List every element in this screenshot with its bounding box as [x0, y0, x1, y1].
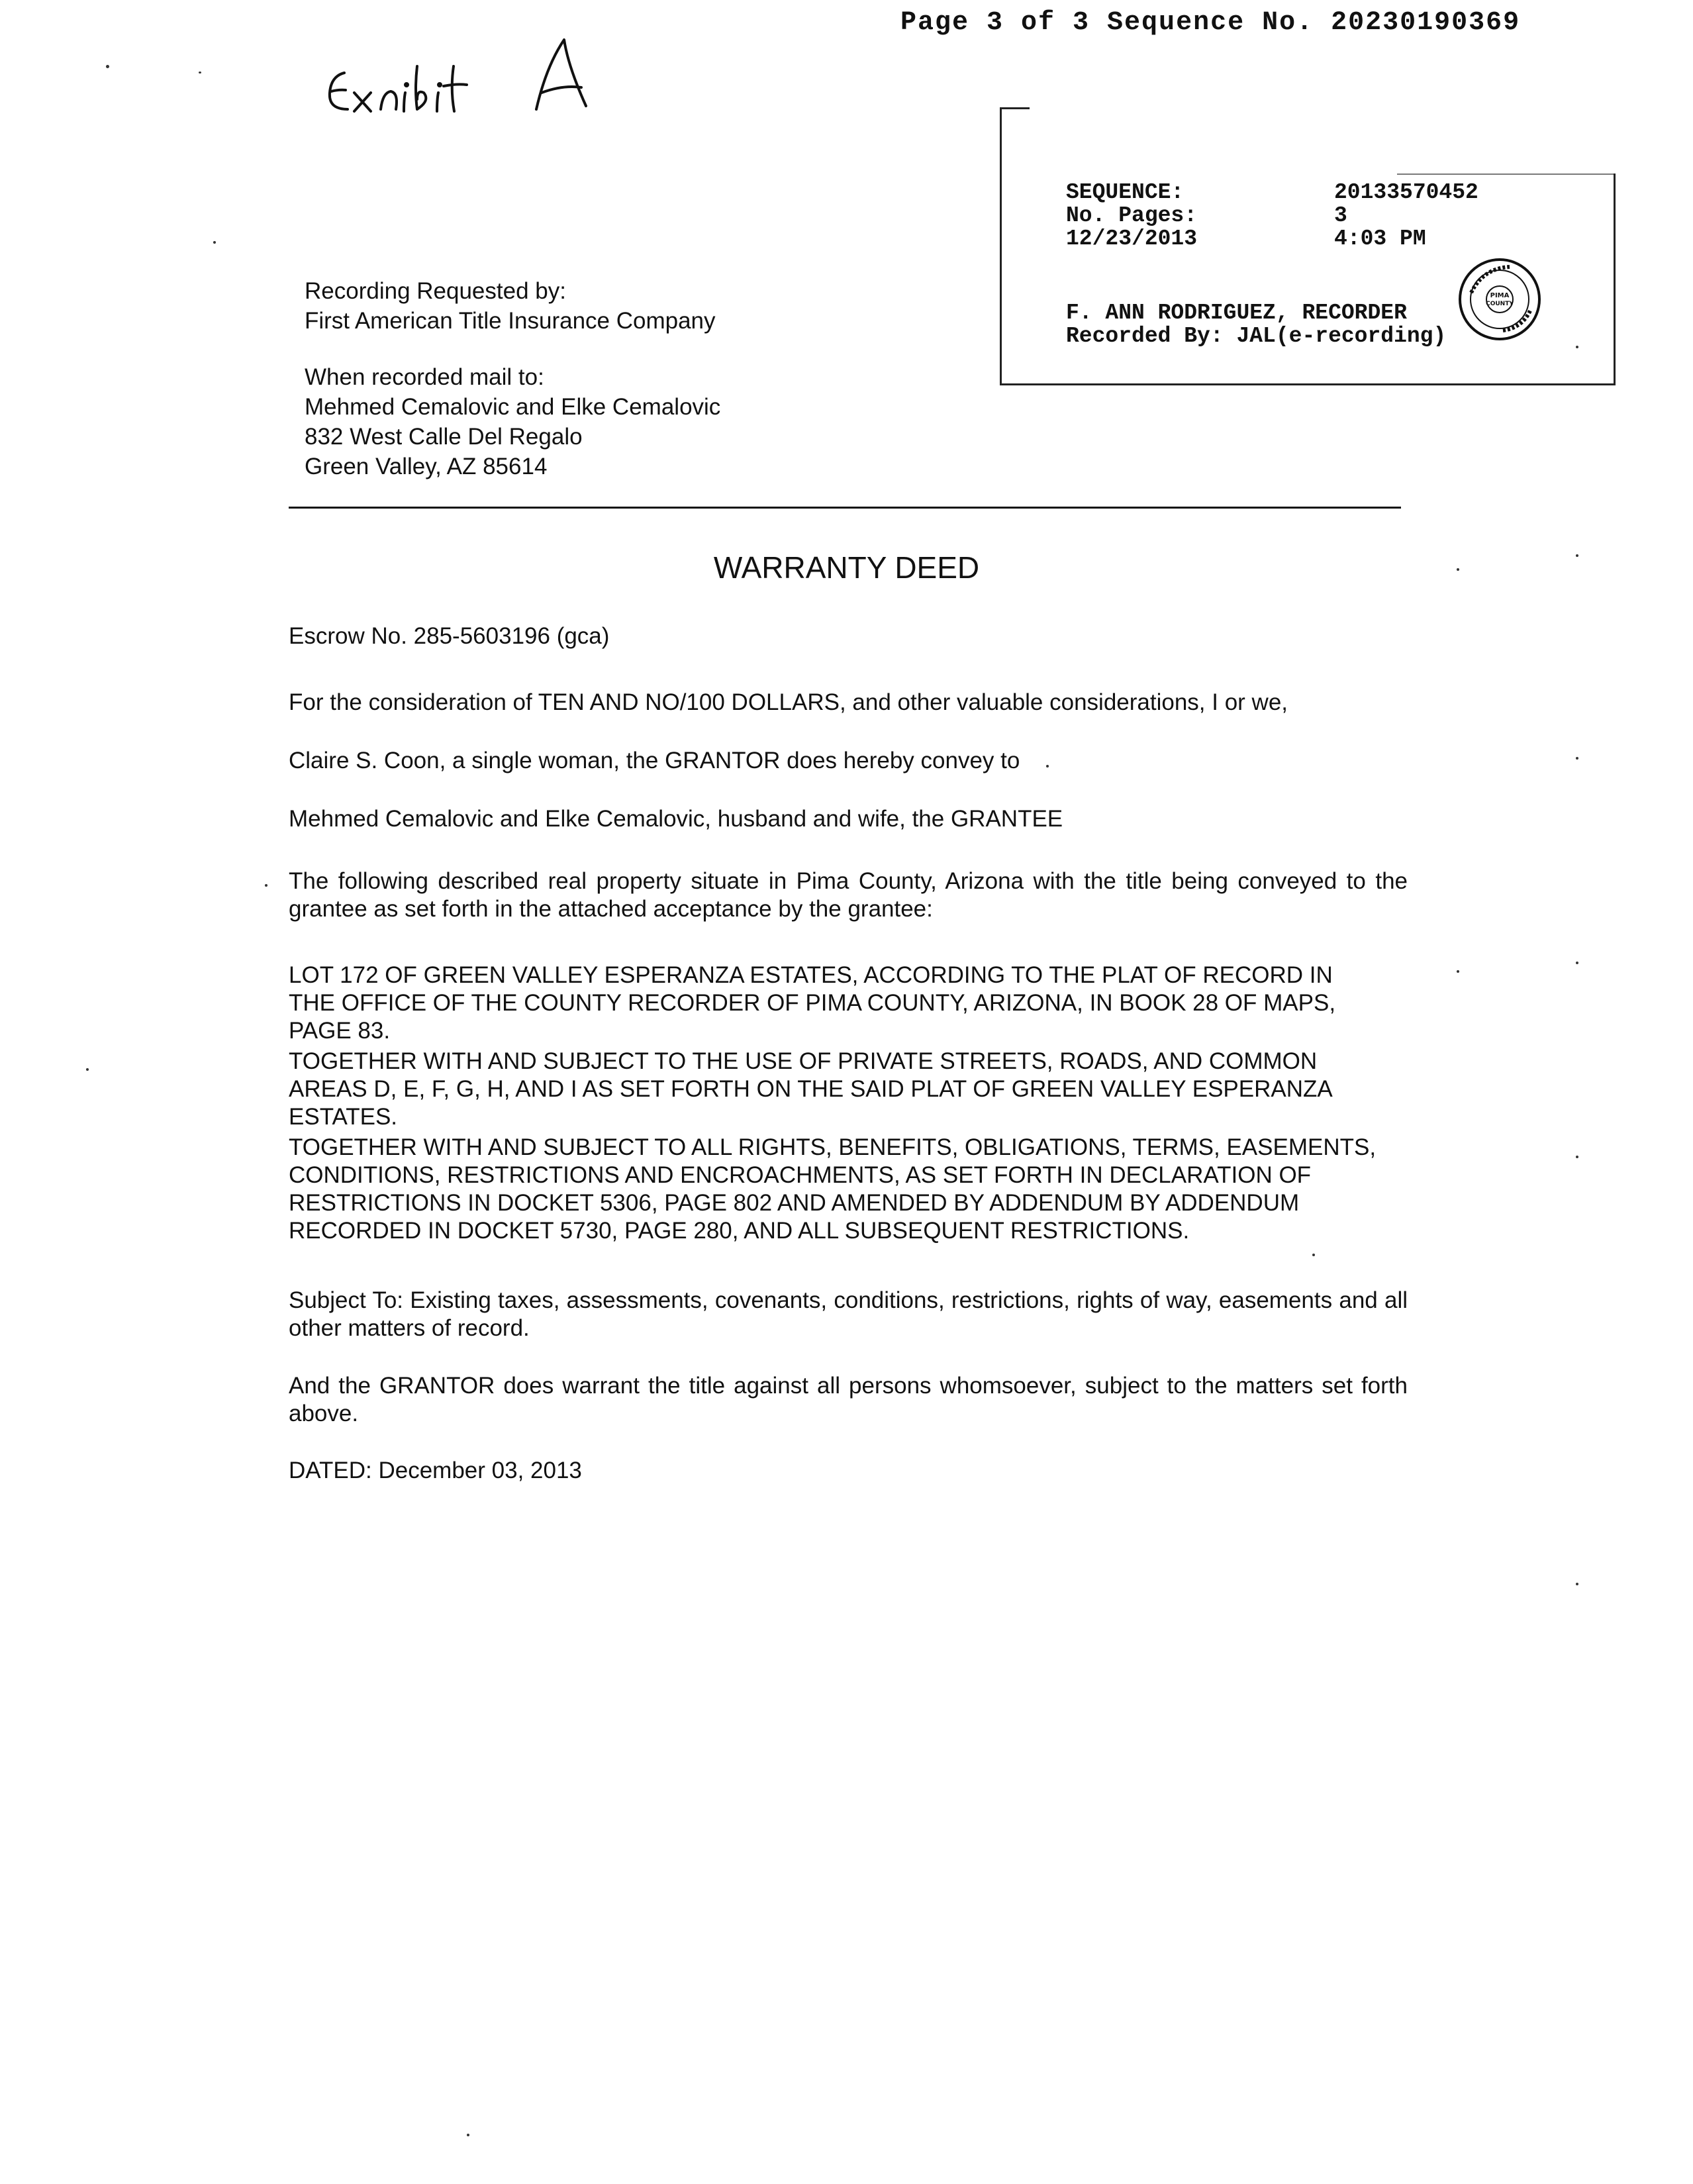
scan-speck	[1312, 1254, 1315, 1256]
scan-speck	[265, 884, 267, 887]
scan-speck	[86, 1068, 89, 1071]
property-paragraph: The following described real property situate in Pima County, Arizona with the title being conveyed to the grantee as set forth in the attached acceptance by the grantee:	[289, 868, 1408, 922]
recorded-by: Recorded By: JAL(e-recording)	[1066, 324, 1447, 348]
scan-speck	[467, 2134, 469, 2136]
mail-to-label: When recorded mail to:	[305, 364, 544, 390]
sequence-label: SEQUENCE:	[1066, 180, 1185, 205]
sequence-value: 20133570452	[1334, 180, 1478, 205]
scan-speck	[1046, 765, 1049, 768]
scan-speck	[199, 72, 201, 74]
handwritten-exhibit-mark	[318, 26, 622, 132]
pages-label: No. Pages:	[1066, 203, 1198, 228]
scan-speck	[1576, 1156, 1578, 1158]
together-with-rights: TOGETHER WITH AND SUBJECT TO ALL RIGHTS, BENEFITS, OBLIGATIONS, TERMS, EASEMENTS, CONDITIONS, RESTRICTIONS AND ENCROACHMENTS, AS SET FORTH IN DECLARATION OF RESTRICTIONS IN DOCKET 5306, PAGE 802 AND AMENDED BY ADDENDUM BY ADDENDUM RECORDED IN DOCKET 5730, PAGE 280, AND ALL SUBSEQUENT RESTRICTIONS.	[289, 1134, 1377, 1244]
scan-speck	[1576, 554, 1578, 557]
scan-speck	[1576, 1583, 1578, 1585]
mail-to-street: 832 West Calle Del Regalo	[305, 424, 583, 450]
document-title: WARRANTY DEED	[713, 550, 980, 585]
warranty-paragraph: And the GRANTOR does warrant the title against all persons whomsoever, subject to the matters set forth above.	[289, 1373, 1408, 1426]
mail-to-name: Mehmed Cemalovic and Elke Cemalovic	[305, 394, 721, 420]
divider	[289, 507, 1401, 509]
svg-text:COUNTY: COUNTY	[1486, 301, 1514, 307]
grantee-paragraph: Mehmed Cemalovic and Elke Cemalovic, husband and wife, the GRANTEE	[289, 806, 1063, 832]
scan-speck	[1457, 568, 1459, 571]
recording-time: 4:03 PM	[1334, 226, 1426, 251]
lot-description: LOT 172 OF GREEN VALLEY ESPERANZA ESTATES, ACCORDING TO THE PLAT OF RECORD IN THE OFFICE OF THE COUNTY RECORDER OF PIMA COUNTY, ARIZONA, IN BOOK 28 OF MAPS, PAGE 83.	[289, 962, 1336, 1044]
together-with-streets: TOGETHER WITH AND SUBJECT TO THE USE OF PRIVATE STREETS, ROADS, AND COMMON AREAS D, E, F, G, H, AND I AS SET FORTH ON THE SAID PLAT OF GREEN VALLEY ESPERANZA ESTATES.	[289, 1048, 1331, 1130]
scan-speck	[1576, 346, 1578, 348]
dated-line: DATED: December 03, 2013	[289, 1458, 582, 1483]
scan-speck	[106, 65, 109, 68]
grantor-paragraph: Claire S. Coon, a single woman, the GRANTOR does hereby convey to	[289, 748, 1020, 773]
scan-speck	[1576, 757, 1578, 760]
scan-speck	[1576, 962, 1578, 964]
escrow-number: Escrow No. 285-5603196 (gca)	[289, 623, 610, 649]
requested-by-company: First American Title Insurance Company	[305, 308, 716, 334]
consideration-paragraph: For the consideration of TEN AND NO/100 DOLLARS, and other valuable considerations, I or we,	[289, 689, 1288, 715]
requested-by-label: Recording Requested by:	[305, 278, 566, 304]
recorder-stamp	[1000, 107, 1616, 385]
scan-speck	[213, 241, 216, 244]
scan-speck	[1457, 970, 1459, 973]
pages-value: 3	[1334, 203, 1347, 228]
recorder-name: F. ANN RODRIGUEZ, RECORDER	[1066, 301, 1407, 325]
page-header: Page 3 of 3 Sequence No. 20230190369	[900, 8, 1521, 38]
mail-to-city: Green Valley, AZ 85614	[305, 454, 548, 479]
svg-text:PIMA: PIMA	[1490, 292, 1510, 299]
recording-date: 12/23/2013	[1066, 226, 1198, 251]
subject-to-paragraph: Subject To: Existing taxes, assessments, covenants, conditions, restrictions, rights of way, easements and all other matters of record.	[289, 1287, 1408, 1341]
county-seal-icon	[1457, 256, 1543, 342]
